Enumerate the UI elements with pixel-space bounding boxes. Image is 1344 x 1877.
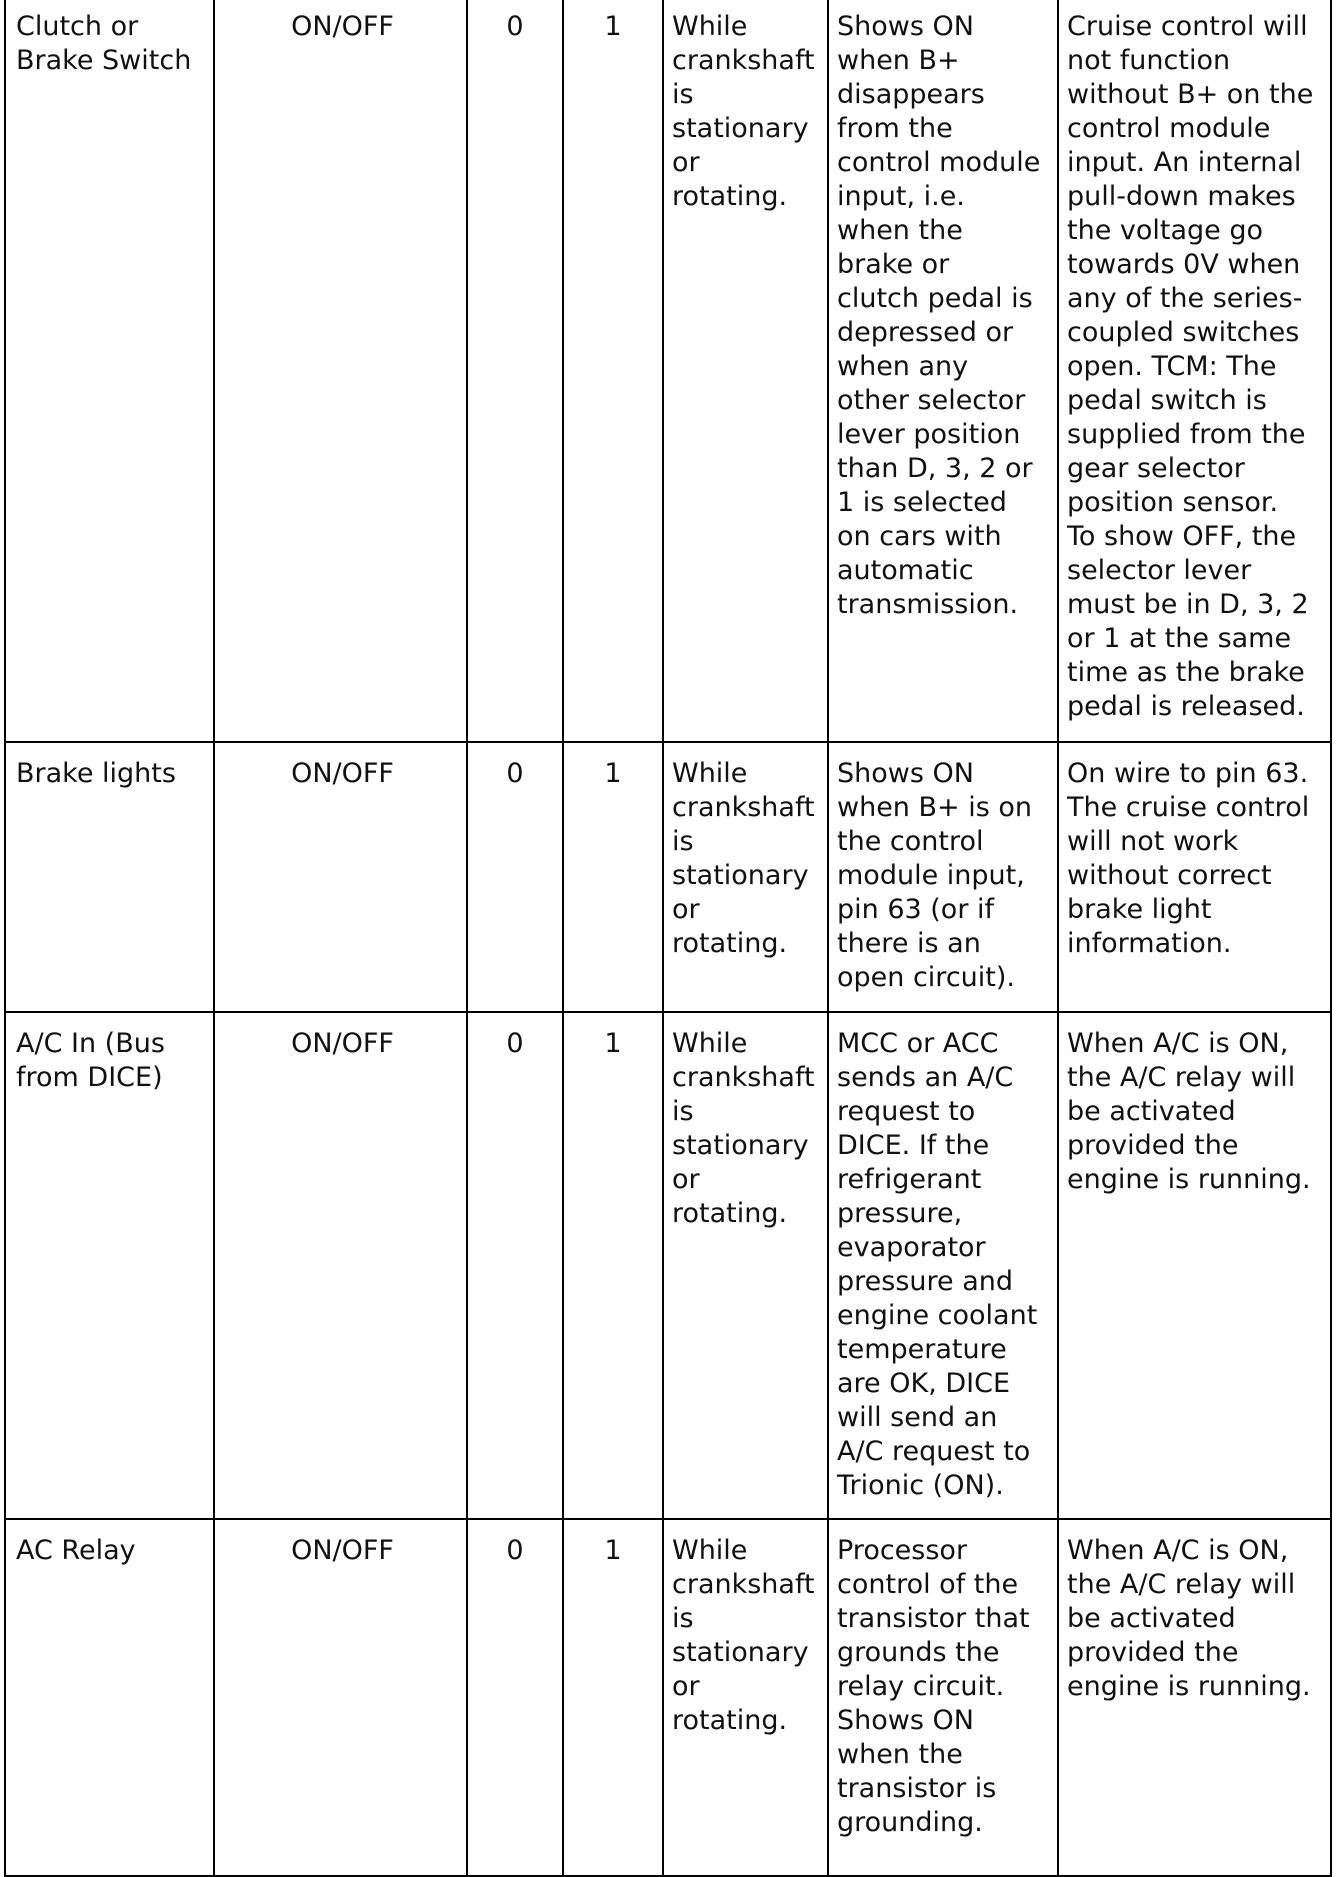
value-type: ON/OFF [214,742,467,1012]
max-value: 1 [563,742,663,1012]
max-value: 1 [563,1012,663,1519]
parameter-name: Clutch or Brake Switch [5,0,214,742]
test-condition: While crankshaft is stationary or rotating. [663,1012,828,1519]
table-row [5,0,1331,742]
test-condition: While crankshaft is stationary or rotating. [663,1519,828,1876]
test-condition: While crankshaft is stationary or rotating. [663,742,828,1012]
parameter-name: AC Relay [5,1519,214,1876]
table-row [5,1519,1331,1876]
min-value: 0 [467,1519,563,1876]
test-condition: While crankshaft is stationary or rotating. [663,0,828,742]
table-row [5,1012,1331,1519]
description: Processor control of the transistor that grounds the relay circuit. Shows ON when the transistor is grounding. [828,1519,1058,1876]
note: When A/C is ON, the A/C relay will be activated provided the engine is running. [1058,1012,1331,1519]
min-value: 0 [467,0,563,742]
value-type: ON/OFF [214,1012,467,1519]
max-value: 1 [563,0,663,742]
note: On wire to pin 63. The cruise control will not work without correct brake light information. [1058,742,1331,1012]
value-type: ON/OFF [214,0,467,742]
max-value: 1 [563,1519,663,1876]
description: Shows ON when B+ is on the control module input, pin 63 (or if there is an open circuit). [828,742,1058,1012]
signal-table [4,0,1332,1877]
description: Shows ON when B+ disappears from the control module input, i.e. when the brake or clutch pedal is depressed or when any other selector lever position than D, 3, 2 or 1 is selected on cars with automatic transmission. [828,0,1058,742]
value-type: ON/OFF [214,1519,467,1876]
parameter-name: A/C In (Bus from DICE) [5,1012,214,1519]
min-value: 0 [467,742,563,1012]
description: MCC or ACC sends an A/C request to DICE. If the refrigerant pressure, evaporator pressure and engine coolant temperature are OK, DICE will send an A/C request to Trionic (ON). [828,1012,1058,1519]
table-row [5,742,1331,1012]
min-value: 0 [467,1012,563,1519]
note: When A/C is ON, the A/C relay will be activated provided the engine is running. [1058,1519,1331,1876]
parameter-name: Brake lights [5,742,214,1012]
note: Cruise control will not function without B+ on the control module input. An internal pull-down makes the voltage go towards 0V when any of the series- coupled switches open. TCM: The pedal switch is supplied from the gear selector position sensor. To show OFF, the selector lever must be in D, 3, 2 or 1 at the same time as the brake pedal is released. [1058,0,1331,742]
